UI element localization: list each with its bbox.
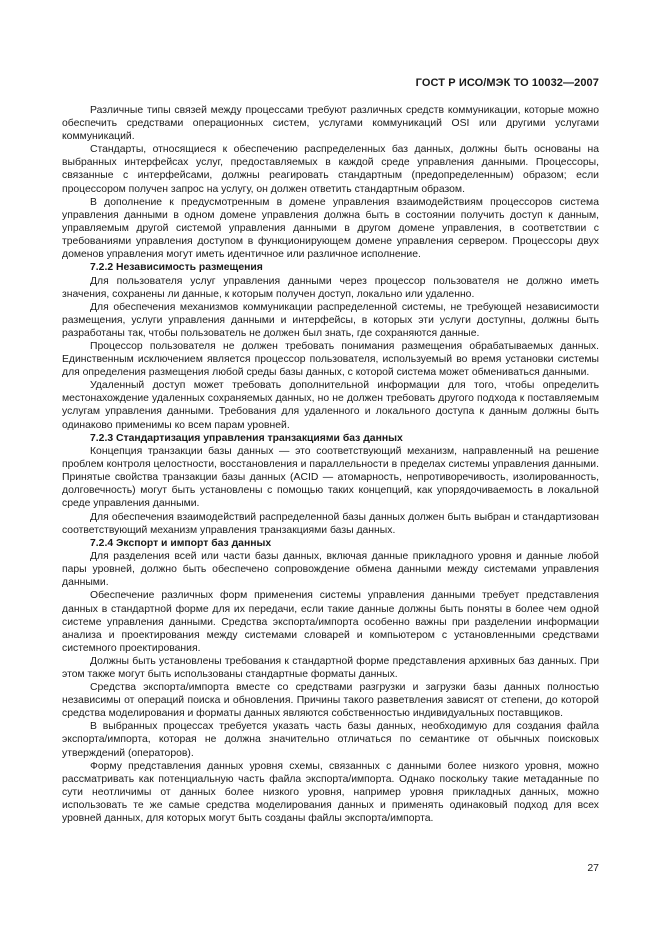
section-heading: 7.2.2 Независимость размещения [90,262,263,274]
paragraph: Должны быть установлены требования к стандартной форме представления архивных баз данных. При этом также могут быть использованы стандартные форматы данных. [62,655,599,680]
paragraph: Процессор пользователя не должен требовать понимания размещения обрабатываемых данных. Единственным исключением является процессор пользователя, используемый во время установки системы для определения размещения любой среды базы данных, с которой система может обмениваться данными. [62,341,599,379]
paragraph: Для пользователя услуг управления данными через процессор пользователя не должно иметь значения, сохранены ли данные, к которым получен доступ, локально или удаленно. [62,275,599,300]
paragraph: В дополнение к предусмотренным в домене управления взаимодействиям процессоров система управления данными в одном домене управления должна быть в состоянии получить доступ к данным, управляемым другой системой управления данными в другом домене управления, в соответствии с требованиями управления доступом в функционирующем домене управления сервером. Процессоры двух доменов управления могут иметь идентичное или различное исполнение. [62,196,599,261]
document-code-header: ГОСТ Р ИСО/МЭК ТО 10032—2007 [415,77,599,89]
paragraph: Для обеспечения механизмов коммуникации распределенной системы, не требующей независимости размещения, услуги управления данными и интерфейсы, в которых эти услуги доступны, должны быть разработаны так, чтобы пользователь не должен был знать, где сохраняются данные. [62,301,599,339]
paragraph: Для разделения всей или части базы данных, включая данные прикладного уровня и данные любой пары уровней, должно быть обеспечено сопровождение обмена данными между системами управления данными. [62,551,599,589]
paragraph: Удаленный доступ может требовать дополнительной информации для того, чтобы определить местонахождение удаленных сохраняемых данных, но не должен требовать другого подхода к поставляемым услугам управления данными. Требования для удаленного и локального доступа к данным должны быть одинаково применимы ко всем парам уровней. [62,380,599,431]
paragraph: Обеспечение различных форм применения системы управления данными требует представления данных в стандартной форме для их передачи, если такие данные должны быть поняты в более чем одной системе управления данными. Средства экспорта/импорта особенно важны при разделении информации анализа и проектирования между системами словарей и компьютером с установленными средствами системного проектирования. [62,590,599,654]
paragraph: Для обеспечения взаимодействий распределенной базы данных должен быть выбран и стандартизован соответствующий механизм управления транзакциями базы данных. [62,511,599,536]
paragraph: Стандарты, относящиеся к обеспечению распределенных баз данных, должны быть основаны на выбранных интерфейсах услуг, предоставляемых в каждой среде управления данными. Процессоры, связанные с интерфейсами, должны реагировать стандартным (предопределенным) образом; если процессором получен запрос на услугу, он должен ответить стандартным образом. [62,144,599,195]
page-number: 27 [587,862,599,874]
paragraph: Форму представления данных уровня схемы, связанных с данными более низкого уровня, можно рассматривать как потенциальную часть файла экспорта/импорта. Однако поскольку такие метаданные по сути неотличимы от данных более низкого уровня, например уровня прикладных данных, можно использовать те же самые средства моделирования данных и применять одинаковый подход для всех уровней данных, для которых могут быть созданы файлы экспорта/импорта. [62,760,599,824]
paragraph: Различные типы связей между процессами требуют различных средств коммуникации, которые можно обеспечить средствами операционных систем, услугами коммуникаций OSI или другими услугами коммуникаций. [62,105,599,143]
paragraph: В выбранных процессах требуется указать часть базы данных, необходимую для создания файла экспорта/импорта, которая не должна значительно отличаться по семантике от обычных поисковых утверждений (операторов). [62,721,599,759]
section-heading: 7.2.3 Стандартизация управления транзакциями баз данных [90,432,403,444]
paragraph: Концепция транзакции базы данных — это соответствующий механизм, направленный на решение проблем контроля целостности, восстановления и параллельности в пределах системы управления данными. Принятые свойства транзакции базы данных (ACID — атомарность, непротиворечивость, изолированность, долговечность) могут быть установлены с помощью таких концепций, как упорядочиваемость в локальной среде управления данными. [62,446,599,510]
section-heading: 7.2.4 Экспорт и импорт баз данных [90,537,272,549]
document-body [62,104,599,825]
paragraph: Средства экспорта/импорта вместе со средствами разгрузки и загрузки базы данных полностью независимы от операций поиска и обновления. Причины такого разветвления зависят от степени, до которой средства моделирования и форматы данных являются собственностью индивидуальных поставщиков. [62,682,599,720]
